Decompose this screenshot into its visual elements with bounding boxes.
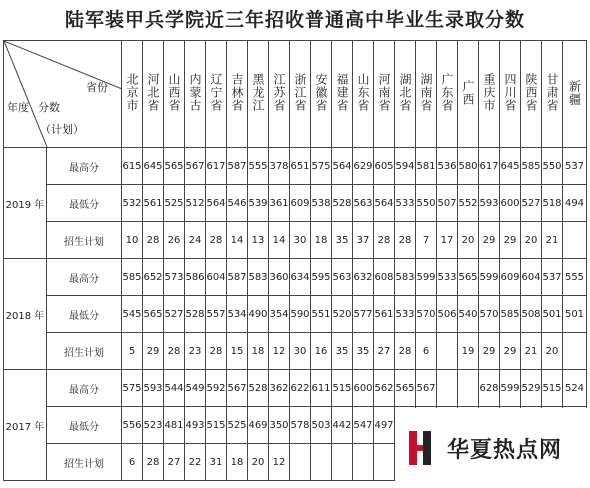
score-cell: 28 [395,333,416,370]
province-label: 黑龙江 [251,73,265,112]
metric-cell: 最高分 [47,148,122,185]
score-cell: 604 [521,259,542,296]
score-cell: 523 [143,407,164,444]
province-header [206,41,227,148]
score-cell: 581 [416,148,437,185]
score-cell: 564 [206,185,227,222]
score-cell: 515 [542,370,563,407]
province-label: 重庆市 [482,73,496,112]
score-cell: 528 [185,296,206,333]
score-cell: 609 [500,259,521,296]
score-cell: 564 [332,148,353,185]
metric-cell: 最低分 [47,185,122,222]
province-header [437,41,458,148]
score-cell: 35 [332,333,353,370]
score-cell: 593 [479,185,500,222]
province-label: 安徽省 [314,73,328,112]
score-cell: 561 [143,185,164,222]
score-cell: 628 [479,370,500,407]
province-header [521,41,542,148]
province-label: 河南省 [377,73,391,112]
province-header [458,41,479,148]
score-cell: 35 [332,222,353,259]
score-cell [332,444,353,481]
province-header [164,41,185,148]
province-label: 北京市 [125,73,139,112]
score-cell: 599 [479,259,500,296]
score-cell: 561 [374,296,395,333]
year-cell: 2019 年 [4,148,47,259]
score-cell: 515 [206,407,227,444]
score-cell: 501 [542,296,563,333]
table-row [4,296,587,333]
province-header [227,41,248,148]
province-label: 陕西省 [524,73,538,112]
score-cell [563,222,587,259]
score-cell: 501 [563,296,587,333]
score-cell: 360 [269,259,290,296]
metric-cell: 最高分 [47,370,122,407]
table-corner-header [4,41,122,148]
score-cell: 527 [521,185,542,222]
score-cell: 29 [479,222,500,259]
year-cell: 2017 年 [4,370,47,481]
score-cell: 27 [374,333,395,370]
corner-score-label: 分数 [38,101,60,114]
score-cell: 645 [500,148,521,185]
score-cell: 29 [479,333,500,370]
corner-province-label: 省份 [86,81,108,94]
province-header [479,41,500,148]
score-cell: 31 [206,444,227,481]
score-cell: 14 [227,222,248,259]
score-cell: 536 [437,148,458,185]
score-cell: 567 [416,370,437,407]
score-cell: 549 [185,370,206,407]
score-cell: 493 [185,407,206,444]
score-cell: 546 [227,185,248,222]
score-cell: 564 [374,185,395,222]
province-label: 江苏省 [272,73,286,112]
score-cell: 567 [185,148,206,185]
score-cell: 629 [353,148,374,185]
score-cell: 361 [269,185,290,222]
score-cell: 507 [437,185,458,222]
score-cell [563,333,587,370]
score-cell: 29 [143,333,164,370]
score-cell: 528 [332,185,353,222]
metric-cell: 最低分 [47,407,122,444]
score-cell: 562 [374,370,395,407]
table-row [4,259,587,296]
watermark-text: 华夏热点网 [447,437,563,463]
province-label: 湖北省 [398,73,412,112]
score-cell: 652 [143,259,164,296]
province-label: 河北省 [146,73,160,112]
score-cell: 600 [353,370,374,407]
score-cell: 600 [500,185,521,222]
table-row [4,185,587,222]
score-cell: 587 [227,148,248,185]
score-cell: 20 [248,444,269,481]
province-header [353,41,374,148]
score-cell: 594 [395,148,416,185]
table-row [4,222,587,259]
score-cell: 585 [122,259,143,296]
score-cell: 565 [395,370,416,407]
score-cell: 37 [353,222,374,259]
score-cell: 20 [542,333,563,370]
province-label: 吉林省 [230,73,244,112]
score-cell: 354 [269,296,290,333]
score-cell: 27 [164,444,185,481]
province-header [311,41,332,148]
metric-cell: 最高分 [47,259,122,296]
watermark-logo [395,408,590,488]
score-cell: 13 [248,222,269,259]
score-cell [311,444,332,481]
corner-year-label: 年度 [7,101,29,114]
score-cell: 28 [143,222,164,259]
score-cell: 615 [122,148,143,185]
score-cell: 520 [332,296,353,333]
score-cell: 585 [500,296,521,333]
metric-cell: 招生计划 [47,444,122,481]
score-cell: 28 [206,333,227,370]
score-cell: 570 [416,296,437,333]
score-cell: 537 [563,148,587,185]
score-cell: 19 [458,333,479,370]
score-cell: 595 [311,259,332,296]
score-cell: 525 [164,185,185,222]
score-cell: 518 [542,185,563,222]
score-cell: 508 [521,296,542,333]
score-cell: 575 [311,148,332,185]
province-label: 甘肃省 [545,73,559,112]
province-label: 广西 [461,79,475,106]
score-cell: 533 [395,185,416,222]
score-cell: 18 [248,333,269,370]
score-cell: 12 [269,333,290,370]
score-cell: 551 [311,296,332,333]
score-cell: 16 [311,333,332,370]
score-cell: 565 [458,259,479,296]
score-cell: 609 [290,185,311,222]
score-cell: 611 [311,370,332,407]
score-cell: 15 [227,333,248,370]
score-cell: 577 [353,296,374,333]
score-cell: 532 [122,185,143,222]
score-cell: 7 [416,222,437,259]
province-header [122,41,143,148]
province-label: 内蒙古 [188,73,202,112]
score-cell: 570 [479,296,500,333]
score-cell: 552 [458,185,479,222]
table-row [4,370,587,407]
score-cell: 563 [332,259,353,296]
metric-cell: 招生计划 [47,222,122,259]
score-cell: 18 [311,222,332,259]
province-header [185,41,206,148]
score-cell: 533 [437,259,458,296]
score-cell: 587 [227,259,248,296]
province-header [332,41,353,148]
score-cell: 617 [479,148,500,185]
province-header [500,41,521,148]
score-cell: 634 [290,259,311,296]
score-cell: 362 [269,370,290,407]
score-cell: 573 [164,259,185,296]
score-cell: 503 [311,407,332,444]
province-label: 湖南省 [419,73,433,112]
score-cell: 10 [122,222,143,259]
province-label: 新疆 [567,79,582,106]
score-cell: 350 [269,407,290,444]
score-cell: 617 [206,148,227,185]
score-cell: 586 [185,259,206,296]
score-cell: 544 [164,370,185,407]
metric-cell: 招生计划 [47,333,122,370]
score-cell: 605 [374,148,395,185]
province-header [143,41,164,148]
score-cell: 524 [563,370,587,407]
table-row [4,333,587,370]
score-cell: 28 [164,333,185,370]
metric-cell: 最低分 [47,296,122,333]
logo-mark-icon [409,431,439,465]
score-cell: 537 [542,259,563,296]
score-cell: 563 [353,185,374,222]
score-cell: 378 [269,148,290,185]
score-cell: 540 [458,296,479,333]
province-header [248,41,269,148]
score-cell: 555 [563,259,587,296]
score-cell: 14 [269,222,290,259]
province-label: 福建省 [335,73,349,112]
score-cell: 469 [248,407,269,444]
score-cell: 651 [290,148,311,185]
score-cell: 529 [521,370,542,407]
score-cell: 539 [248,185,269,222]
score-cell: 575 [122,370,143,407]
score-cell: 585 [521,148,542,185]
score-cell: 578 [290,407,311,444]
score-cell: 30 [290,333,311,370]
score-cell [290,444,311,481]
score-cell [353,444,374,481]
score-cell: 481 [164,407,185,444]
score-cell [458,370,479,407]
province-label: 广东省 [440,73,454,112]
province-header [563,41,587,148]
score-cell: 494 [563,185,587,222]
score-cell: 512 [185,185,206,222]
score-cell: 550 [416,185,437,222]
province-header [416,41,437,148]
score-cell: 6 [416,333,437,370]
score-cell: 28 [143,444,164,481]
score-cell: 583 [248,259,269,296]
score-cell: 590 [290,296,311,333]
score-cell: 490 [248,296,269,333]
score-cell: 550 [542,148,563,185]
score-cell: 497 [374,407,395,444]
score-cell: 555 [248,148,269,185]
score-cell: 29 [500,222,521,259]
province-label: 四川省 [503,73,517,112]
province-label: 浙江省 [293,73,307,112]
score-cell: 23 [185,333,206,370]
province-header [374,41,395,148]
score-cell: 21 [521,333,542,370]
year-cell: 2018 年 [4,259,47,370]
score-cell: 533 [395,296,416,333]
score-cell: 20 [521,222,542,259]
score-cell: 17 [437,222,458,259]
score-cell [437,370,458,407]
score-cell: 26 [164,222,185,259]
score-cell: 21 [542,222,563,259]
score-cell: 557 [206,296,227,333]
province-label: 山西省 [167,73,181,112]
province-label: 山东省 [356,73,370,112]
province-header [290,41,311,148]
score-cell: 565 [143,296,164,333]
score-cell: 580 [458,148,479,185]
corner-plan-label: （计划） [40,123,84,136]
score-cell: 583 [395,259,416,296]
score-cell: 527 [164,296,185,333]
score-cell: 515 [332,370,353,407]
score-cell: 545 [122,296,143,333]
score-cell [437,333,458,370]
score-cell: 6 [122,444,143,481]
score-cell: 547 [353,407,374,444]
score-cell: 5 [122,333,143,370]
score-cell: 442 [332,407,353,444]
score-cell: 35 [353,333,374,370]
score-cell: 632 [353,259,374,296]
score-cell [374,444,395,481]
score-cell: 622 [290,370,311,407]
score-cell: 528 [248,370,269,407]
score-cell: 599 [500,370,521,407]
province-header [395,41,416,148]
score-cell: 28 [395,222,416,259]
table-row [4,148,587,185]
score-cell: 538 [311,185,332,222]
score-cell: 565 [164,148,185,185]
province-label: 辽宁省 [209,73,223,112]
score-cell: 525 [227,407,248,444]
score-cell: 592 [206,370,227,407]
province-header [542,41,563,148]
score-cell: 28 [374,222,395,259]
score-cell: 608 [374,259,395,296]
score-cell: 604 [206,259,227,296]
score-cell: 599 [416,259,437,296]
score-cell: 593 [143,370,164,407]
score-cell: 645 [143,148,164,185]
score-cell: 506 [437,296,458,333]
score-cell: 29 [500,333,521,370]
score-cell: 556 [122,407,143,444]
score-cell: 28 [206,222,227,259]
score-cell: 30 [290,222,311,259]
score-cell: 20 [458,222,479,259]
score-cell: 18 [227,444,248,481]
score-cell: 534 [227,296,248,333]
score-cell: 567 [227,370,248,407]
score-cell: 12 [269,444,290,481]
score-cell: 22 [185,444,206,481]
page-title: 陆军装甲兵学院近三年招收普通高中毕业生录取分数 [64,9,525,31]
province-header [269,41,290,148]
score-cell: 24 [185,222,206,259]
